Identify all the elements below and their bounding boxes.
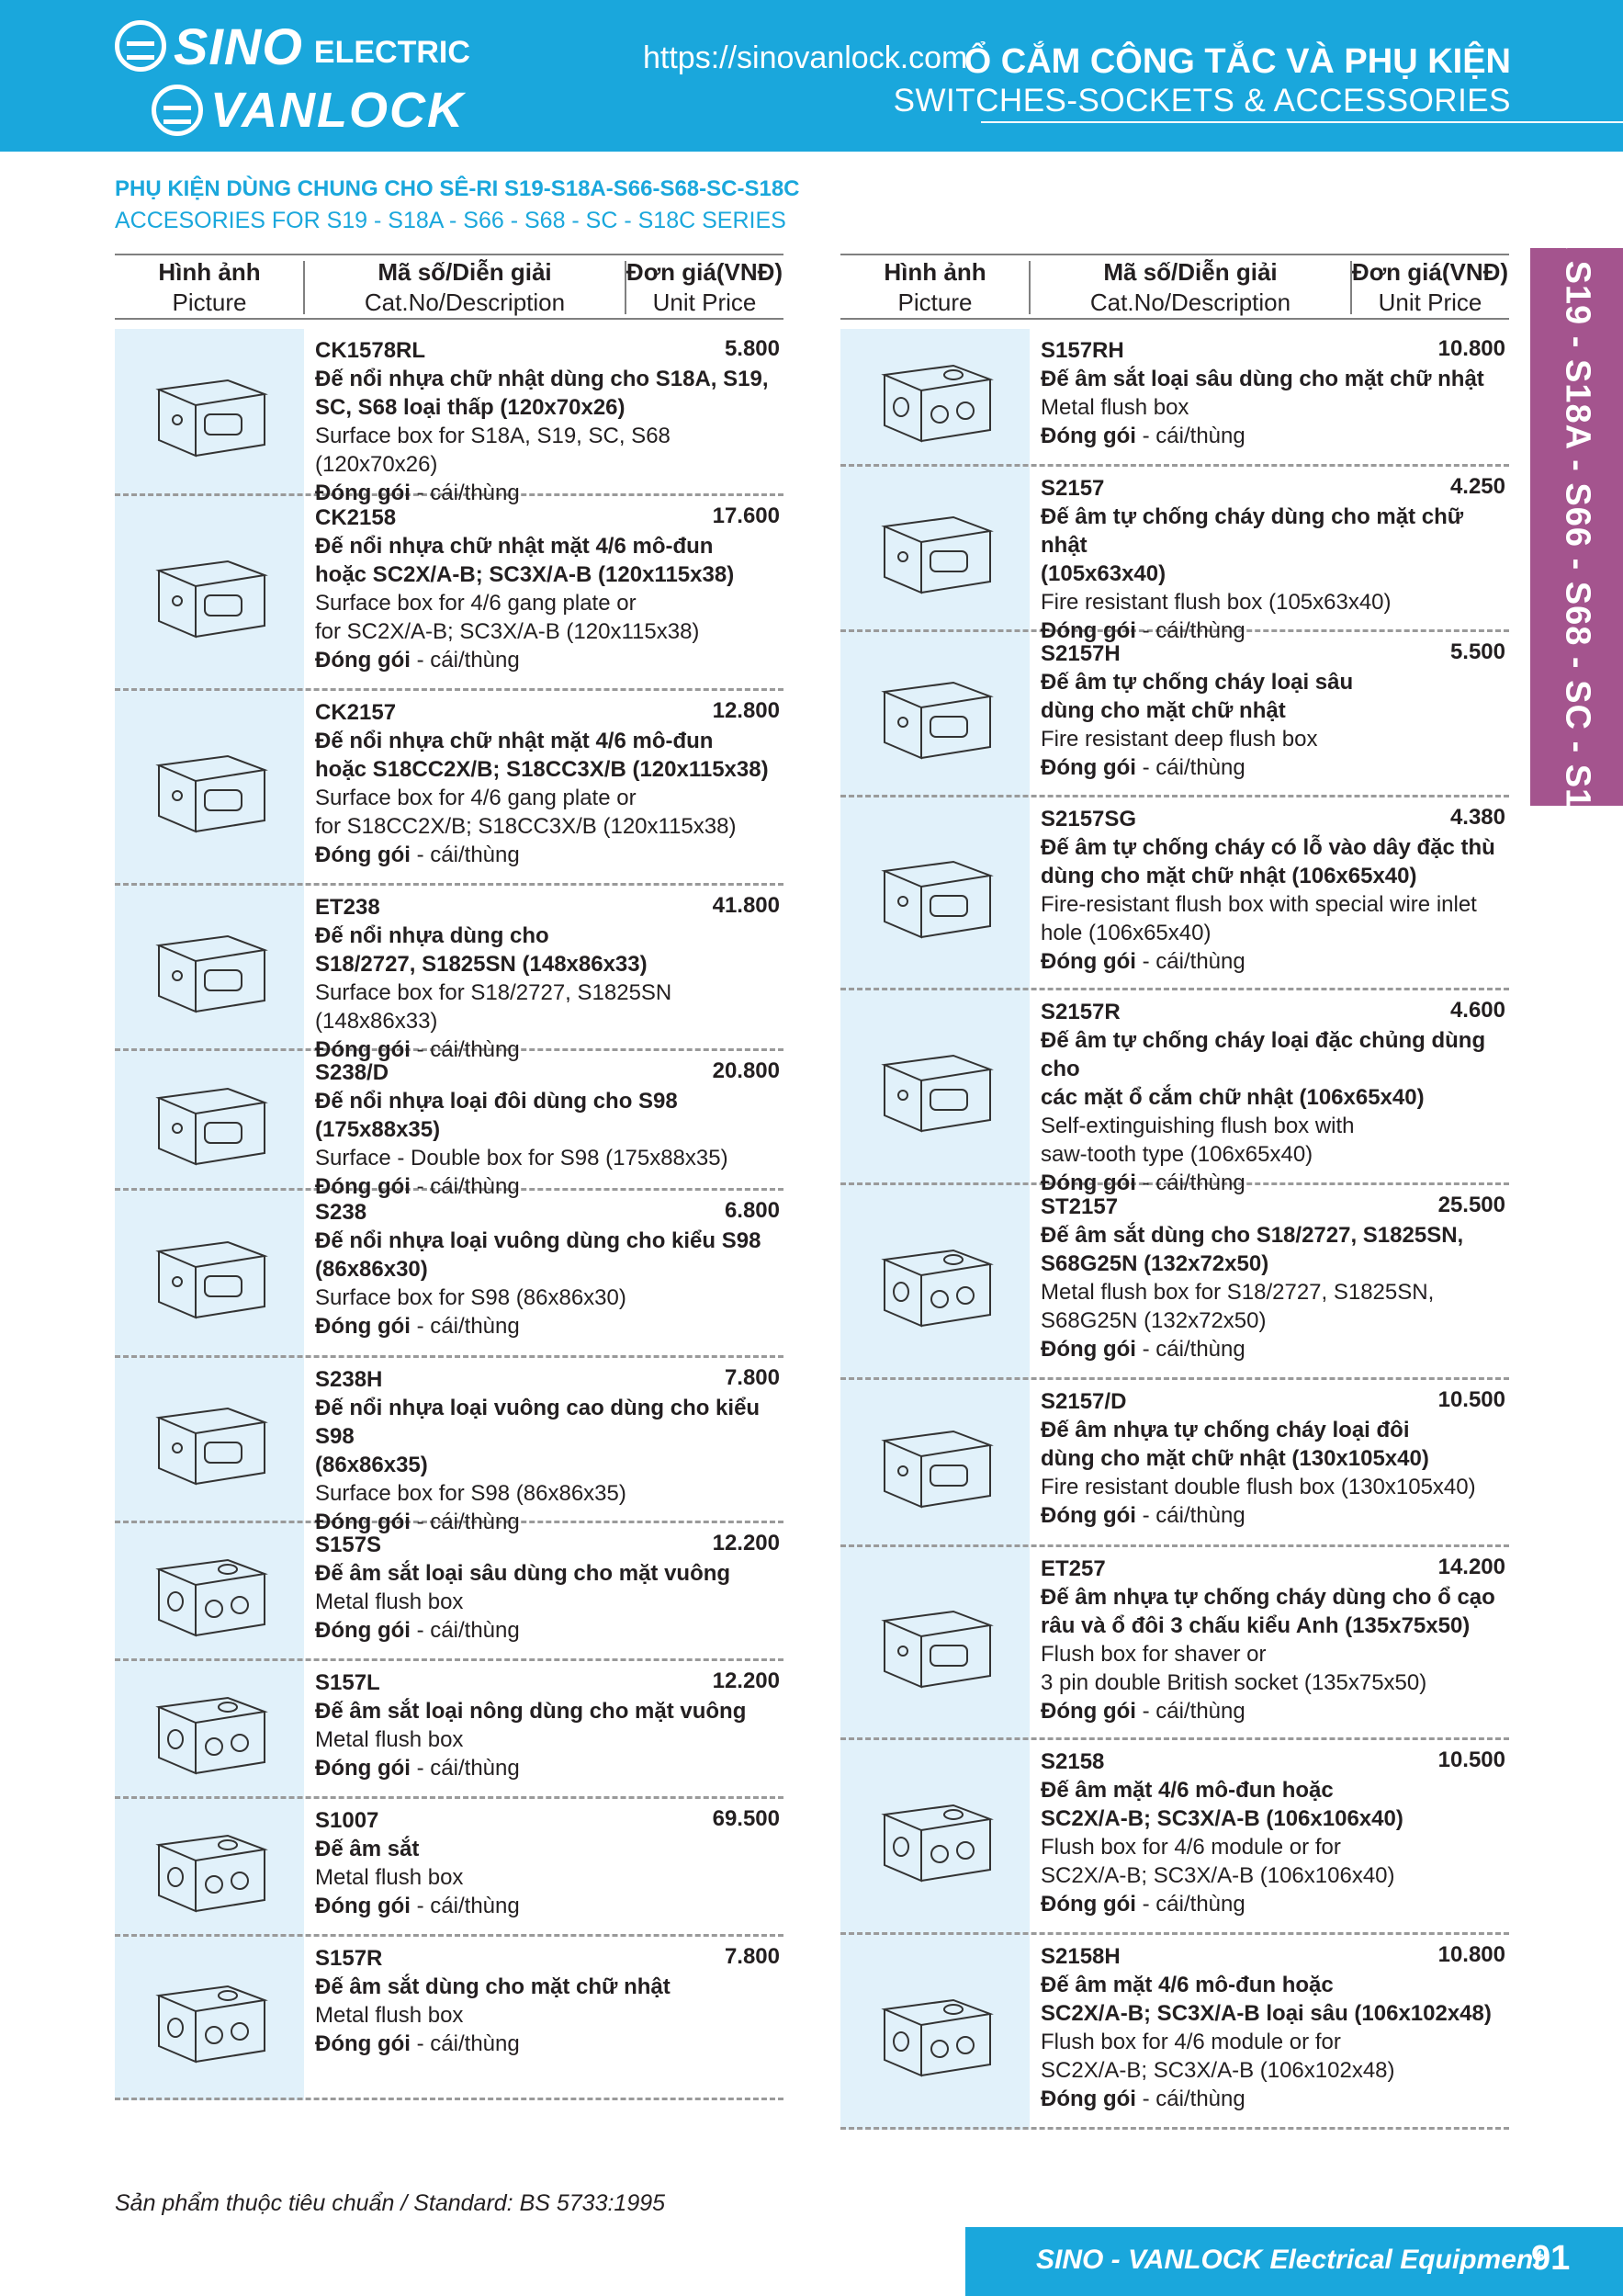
packaging-label: Đóng gói bbox=[315, 648, 411, 673]
standard-note: Sản phẩm thuộc tiêu chuẩn / Standard: BS 5733:1995 bbox=[115, 2190, 666, 2216]
column-header-description bbox=[1030, 255, 1351, 318]
product-code: S2157H bbox=[1041, 641, 1121, 666]
page-header bbox=[0, 0, 1623, 152]
description-en: for SC2X/A-B; SC3X/A-B (120x115x38) bbox=[315, 619, 700, 644]
description-en: hole (106x65x40) bbox=[1041, 921, 1212, 945]
packaging-label: Đóng gói bbox=[315, 1314, 411, 1339]
packaging-note bbox=[1041, 1697, 1495, 1725]
description-en: Metal flush box bbox=[315, 1589, 464, 1614]
packaging-label: Đóng gói bbox=[315, 1037, 411, 1062]
packaging-note bbox=[315, 1616, 730, 1645]
description-en: Surface box for 4/6 gang plate or bbox=[315, 591, 637, 616]
packaging-value: - cái/thùng bbox=[1135, 1171, 1245, 1195]
description-vn: các mặt ổ cắm chữ nhật (106x65x40) bbox=[1041, 1085, 1425, 1110]
packaging-value: - cái/thùng bbox=[410, 1174, 520, 1199]
description-en: Flush box for shaver or bbox=[1041, 1642, 1267, 1667]
packaging-note bbox=[1041, 753, 1353, 782]
description-vn: Đế âm sắt bbox=[315, 1837, 420, 1861]
packaging-label: Đóng gói bbox=[315, 1618, 411, 1643]
packaging-label: Đóng gói bbox=[1041, 2087, 1136, 2111]
product-code: S2158 bbox=[1041, 1749, 1105, 1774]
section-title-en: ACCESORIES FOR S19 - S18A - S66 - S68 - SC - S18C SERIES bbox=[115, 208, 786, 233]
column-header-vn: Hình ảnh bbox=[884, 258, 986, 286]
product-code: S157S bbox=[315, 1533, 382, 1557]
unit-price: 14.200 bbox=[1437, 1555, 1505, 1579]
packaging-label: Đóng gói bbox=[1041, 1171, 1136, 1195]
description-vn: Đế âm nhựa tự chống cháy loại đôi bbox=[1041, 1418, 1410, 1442]
packaging-label: Đóng gói bbox=[315, 1510, 411, 1534]
product-row bbox=[840, 467, 1509, 643]
packaging-label: Đóng gói bbox=[315, 843, 411, 867]
column-header-vn: Hình ảnh bbox=[158, 258, 261, 286]
product-details bbox=[1041, 474, 1509, 645]
product-row bbox=[115, 691, 783, 886]
product-image bbox=[840, 632, 1030, 797]
description-vn: Đế âm sắt loại nông dùng cho mặt vuông bbox=[315, 1699, 747, 1724]
packaging-value: - cái/thùng bbox=[410, 481, 520, 505]
product-row bbox=[840, 797, 1509, 990]
packaging-label: Đóng gói bbox=[1041, 949, 1136, 974]
description-en: Fire resistant flush box (105x63x40) bbox=[1041, 590, 1392, 615]
packaging-note bbox=[315, 1312, 761, 1340]
product-code: S238/D bbox=[315, 1060, 389, 1085]
description-en: Fire resistant deep flush box bbox=[1041, 727, 1318, 752]
product-row bbox=[840, 1740, 1509, 1935]
product-image bbox=[115, 1191, 304, 1358]
product-code: S157L bbox=[315, 1670, 380, 1695]
description-en: Metal flush box bbox=[315, 1727, 464, 1752]
series-side-tab bbox=[1530, 198, 1623, 855]
packaging-value: - cái/thùng bbox=[410, 843, 520, 867]
product-image bbox=[840, 1185, 1030, 1380]
product-code: S238 bbox=[315, 1200, 367, 1225]
unit-price: 17.600 bbox=[712, 503, 780, 528]
description-en: Surface box for 4/6 gang plate or bbox=[315, 786, 637, 810]
packaging-note bbox=[315, 2030, 671, 2058]
description-en: SC2X/A-B; SC3X/A-B (106x106x40) bbox=[1041, 1863, 1395, 1888]
description-vn: SC2X/A-B; SC3X/A-B (106x106x40) bbox=[1041, 1806, 1403, 1831]
product-row bbox=[115, 496, 783, 691]
packaging-value: - cái/thùng bbox=[1135, 2087, 1245, 2111]
footer-brand: SINO - VANLOCK Electrical Equipment bbox=[1036, 2245, 1543, 2275]
product-code: CK1578RL bbox=[315, 338, 426, 363]
column-header-en: Unit Price bbox=[652, 288, 757, 316]
packaging-note bbox=[315, 1892, 520, 1920]
unit-price: 69.500 bbox=[712, 1806, 780, 1831]
unit-price: 5.500 bbox=[1449, 639, 1505, 664]
unit-price: 7.800 bbox=[724, 1365, 780, 1390]
description-vn: Đế âm tự chống cháy dùng cho mặt chữ nhật bbox=[1041, 504, 1464, 558]
packaging-note bbox=[315, 646, 734, 674]
product-image bbox=[840, 467, 1030, 632]
unit-price: 41.800 bbox=[712, 893, 780, 918]
product-row bbox=[115, 1661, 783, 1799]
description-en: Surface - Double box for S98 (175x88x35) bbox=[315, 1146, 728, 1171]
packaging-value: - cái/thùng bbox=[410, 1894, 520, 1918]
description-vn: Đế âm sắt dùng cho S18/2727, S1825SN, bbox=[1041, 1223, 1464, 1248]
description-vn: (86x86x30) bbox=[315, 1257, 428, 1282]
product-code: S2158H bbox=[1041, 1944, 1121, 1969]
product-code: S157R bbox=[315, 1946, 383, 1971]
column-header-unit-price bbox=[1351, 255, 1509, 318]
unit-price: 10.500 bbox=[1437, 1387, 1505, 1412]
packaging-note bbox=[1041, 422, 1484, 450]
description-vn: Đế âm tự chống cháy có lỗ vào dây đặc thù bbox=[1041, 835, 1495, 860]
packaging-label: Đóng gói bbox=[1041, 1699, 1136, 1724]
product-row bbox=[115, 1937, 783, 2100]
column-separator bbox=[1029, 261, 1031, 314]
packaging-value: - cái/thùng bbox=[1135, 949, 1245, 974]
series-side-label: PK S19 - S18A - S66 - S68 - SC - S18C bbox=[1558, 198, 1596, 855]
unit-price: 12.200 bbox=[712, 1531, 780, 1555]
product-row bbox=[840, 1935, 1509, 2130]
column-header-vn: Đơn giá(VNĐ) bbox=[1351, 258, 1509, 286]
product-image bbox=[115, 886, 304, 1051]
product-code: ST2157 bbox=[1041, 1194, 1119, 1219]
description-vn: Đế nổi nhựa loại vuông cao dùng cho kiểu S98 bbox=[315, 1396, 761, 1449]
description-vn: Đế nổi nhựa chữ nhật mặt 4/6 mô-đun bbox=[315, 729, 714, 753]
unit-price: 7.800 bbox=[724, 1944, 780, 1969]
unit-price: 10.800 bbox=[1437, 336, 1505, 361]
product-image bbox=[115, 1523, 304, 1661]
packaging-value: - cái/thùng bbox=[1135, 1892, 1245, 1917]
product-image bbox=[115, 329, 304, 496]
description-vn: Đế nổi nhựa dùng cho bbox=[315, 923, 549, 948]
column-separator bbox=[303, 261, 305, 314]
brand-sino: SINO bbox=[174, 17, 303, 75]
unit-price: 25.500 bbox=[1437, 1193, 1505, 1217]
product-row bbox=[115, 1523, 783, 1661]
product-row bbox=[115, 1799, 783, 1937]
description-vn: Đế nổi nhựa chữ nhật dùng cho S18A, S19, bbox=[315, 367, 769, 391]
description-vn: Đế âm sắt loại sâu dùng cho mặt chữ nhật bbox=[1041, 367, 1484, 391]
product-code: S2157R bbox=[1041, 1000, 1121, 1024]
header-title-vn: Ổ CẮM CÔNG TẮC VÀ PHỤ KIỆN bbox=[964, 42, 1511, 81]
column-header-vn: Đơn giá(VNĐ) bbox=[626, 258, 783, 286]
header-divider bbox=[981, 121, 1623, 123]
globe-logo-icon bbox=[115, 20, 166, 72]
description-en: Metal flush box bbox=[1041, 395, 1189, 420]
product-code: ET257 bbox=[1041, 1556, 1106, 1581]
description-en: S68G25N (132x72x50) bbox=[1041, 1308, 1267, 1333]
description-vn: râu và ổ đôi 3 chấu kiểu Anh (135x75x50) bbox=[1041, 1613, 1471, 1638]
description-en: Surface box for S18/2727, S1825SN (148x86x33) bbox=[315, 980, 672, 1034]
product-image bbox=[840, 1547, 1030, 1740]
product-row bbox=[840, 990, 1509, 1195]
product-row bbox=[115, 1051, 783, 1199]
product-row bbox=[115, 886, 783, 1062]
product-details bbox=[1041, 1942, 1492, 2113]
product-code: S2157SG bbox=[1041, 807, 1137, 831]
table-header bbox=[115, 254, 783, 320]
packaging-value: - cái/thùng bbox=[410, 2031, 520, 2056]
packaging-note bbox=[1041, 1890, 1403, 1918]
packaging-value: - cái/thùng bbox=[1135, 424, 1245, 448]
description-vn: dùng cho mặt chữ nhật bbox=[1041, 698, 1286, 723]
packaging-value: - cái/thùng bbox=[410, 1037, 520, 1062]
packaging-value: - cái/thùng bbox=[410, 1756, 520, 1781]
column-separator bbox=[625, 261, 626, 314]
column-header-en: Cat.No/Description bbox=[364, 288, 566, 316]
packaging-label: Đóng gói bbox=[1041, 1892, 1136, 1917]
packaging-value: - cái/thùng bbox=[1135, 618, 1245, 643]
product-image bbox=[115, 691, 304, 886]
product-image bbox=[115, 1661, 304, 1799]
product-details bbox=[1041, 639, 1353, 782]
packaging-note bbox=[1041, 2085, 1492, 2113]
packaging-label: Đóng gói bbox=[315, 1894, 411, 1918]
description-vn: Đế âm sắt dùng cho mặt chữ nhật bbox=[315, 1974, 671, 1999]
column-header-picture bbox=[115, 255, 304, 318]
product-row bbox=[840, 1380, 1509, 1547]
page-number: 91 bbox=[1531, 2239, 1571, 2278]
unit-price: 10.800 bbox=[1437, 1942, 1505, 1967]
description-en: Self-extinguishing flush box with bbox=[1041, 1114, 1355, 1138]
product-details bbox=[315, 1806, 520, 1920]
description-vn: (105x63x40) bbox=[1041, 561, 1167, 586]
product-image bbox=[840, 990, 1030, 1185]
product-image bbox=[115, 1937, 304, 2100]
packaging-note bbox=[1041, 1501, 1476, 1530]
description-vn: S68G25N (132x72x50) bbox=[1041, 1251, 1269, 1276]
product-code: S238H bbox=[315, 1367, 383, 1392]
description-en: Flush box for 4/6 module or for bbox=[1041, 1835, 1341, 1860]
description-vn: Đế âm tự chống cháy loại đặc chủng dùng cho bbox=[1041, 1028, 1486, 1081]
description-en: Metal flush box for S18/2727, S1825SN, bbox=[1041, 1280, 1435, 1305]
product-code: S2157 bbox=[1041, 476, 1105, 501]
product-image bbox=[840, 1380, 1030, 1547]
unit-price: 4.250 bbox=[1449, 474, 1505, 499]
column-header-en: Cat.No/Description bbox=[1089, 288, 1291, 316]
description-en: SC2X/A-B; SC3X/A-B (106x102x48) bbox=[1041, 2058, 1395, 2083]
packaging-label: Đóng gói bbox=[315, 1174, 411, 1199]
packaging-note bbox=[1041, 947, 1495, 976]
product-row bbox=[840, 1185, 1509, 1380]
packaging-label: Đóng gói bbox=[1041, 1503, 1136, 1528]
unit-price: 12.800 bbox=[712, 698, 780, 723]
column-separator bbox=[1350, 261, 1352, 314]
product-code: S1007 bbox=[315, 1808, 379, 1833]
product-details bbox=[1041, 1747, 1403, 1918]
description-vn: dùng cho mặt chữ nhật (130x105x40) bbox=[1041, 1446, 1429, 1471]
packaging-value: - cái/thùng bbox=[410, 1314, 520, 1339]
description-en: Flush box for 4/6 module or for bbox=[1041, 2030, 1341, 2054]
packaging-label: Đóng gói bbox=[1041, 424, 1136, 448]
product-code: S2157/D bbox=[1041, 1389, 1127, 1414]
column-header-description bbox=[304, 255, 626, 318]
product-row bbox=[840, 632, 1509, 797]
product-details bbox=[1041, 336, 1484, 450]
product-details bbox=[1041, 1555, 1495, 1725]
description-vn: Đế nổi nhựa loại đôi dùng cho S98 (175x88x35) bbox=[315, 1089, 678, 1142]
packaging-value: - cái/thùng bbox=[1135, 1337, 1245, 1362]
product-details bbox=[315, 1198, 761, 1340]
unit-price: 4.380 bbox=[1449, 805, 1505, 830]
description-vn: Đế âm tự chống cháy loại sâu bbox=[1041, 670, 1354, 695]
packaging-label: Đóng gói bbox=[1041, 1337, 1136, 1362]
product-image bbox=[840, 1935, 1030, 2130]
brand-vanlock: VANLOCK bbox=[210, 83, 465, 138]
description-en: Metal flush box bbox=[315, 1865, 464, 1890]
unit-price: 12.200 bbox=[712, 1668, 780, 1693]
description-en: 3 pin double British socket (135x75x50) bbox=[1041, 1670, 1427, 1695]
brand-electric: ELECTRIC bbox=[313, 34, 470, 70]
globe-logo-icon bbox=[152, 85, 203, 136]
description-en: Fire resistant double flush box (130x105x40) bbox=[1041, 1475, 1476, 1499]
description-vn: Đế âm sắt loại sâu dùng cho mặt vuông bbox=[315, 1561, 731, 1586]
column-header-en: Unit Price bbox=[1378, 288, 1482, 316]
packaging-value: - cái/thùng bbox=[1135, 1503, 1245, 1528]
unit-price: 20.800 bbox=[712, 1058, 780, 1083]
product-details bbox=[315, 1531, 730, 1645]
unit-price: 10.500 bbox=[1437, 1747, 1505, 1772]
column-header-picture bbox=[840, 255, 1030, 318]
description-vn: Đế âm mặt 4/6 mô-đun hoặc bbox=[1041, 1973, 1334, 1997]
description-en: saw-tooth type (106x65x40) bbox=[1041, 1142, 1313, 1167]
description-en: for S18CC2X/B; S18CC3X/B (120x115x38) bbox=[315, 814, 737, 839]
packaging-value: - cái/thùng bbox=[410, 1510, 520, 1534]
packaging-label: Đóng gói bbox=[1041, 618, 1136, 643]
column-header-unit-price bbox=[626, 255, 783, 318]
product-image bbox=[840, 797, 1030, 990]
description-vn: Đế nổi nhựa loại vuông dùng cho kiểu S98 bbox=[315, 1228, 761, 1253]
description-en: Fire-resistant flush box with special wire inlet bbox=[1041, 892, 1477, 917]
product-details bbox=[1041, 1193, 1463, 1363]
product-details bbox=[315, 503, 734, 674]
product-row bbox=[840, 1547, 1509, 1740]
description-vn: S18/2727, S1825SN (148x86x33) bbox=[315, 952, 648, 977]
product-code: ET238 bbox=[315, 895, 380, 920]
description-vn: Đế âm mặt 4/6 mô-đun hoặc bbox=[1041, 1778, 1334, 1803]
website-url[interactable]: https://sinovanlock.com bbox=[643, 40, 968, 75]
product-details bbox=[315, 1365, 783, 1536]
product-details bbox=[1041, 805, 1495, 976]
product-details bbox=[315, 1944, 671, 2058]
product-code: CK2157 bbox=[315, 700, 397, 725]
packaging-note bbox=[1041, 1335, 1463, 1363]
product-image bbox=[115, 1799, 304, 1937]
left-product-table bbox=[115, 254, 783, 2091]
product-details bbox=[1041, 1387, 1476, 1530]
description-en: Surface box for S98 (86x86x30) bbox=[315, 1285, 626, 1310]
packaging-label: Đóng gói bbox=[315, 2031, 411, 2056]
product-details bbox=[315, 698, 769, 869]
packaging-note bbox=[315, 1754, 746, 1782]
packaging-label: Đóng gói bbox=[1041, 755, 1136, 780]
column-header-en: Picture bbox=[897, 288, 973, 316]
description-en: Surface box for S98 (86x86x35) bbox=[315, 1481, 626, 1506]
description-vn: SC, S68 loại thấp (120x70x26) bbox=[315, 395, 626, 420]
product-image bbox=[840, 1740, 1030, 1935]
product-row bbox=[840, 329, 1509, 467]
product-details bbox=[315, 1668, 746, 1782]
product-row bbox=[115, 1191, 783, 1358]
unit-price: 4.600 bbox=[1449, 998, 1505, 1023]
product-row bbox=[115, 329, 783, 505]
product-image bbox=[840, 329, 1030, 467]
description-vn: hoặc S18CC2X/B; S18CC3X/B (120x115x38) bbox=[315, 757, 769, 782]
packaging-value: - cái/thùng bbox=[410, 1618, 520, 1643]
column-header-vn: Mã số/Diễn giải bbox=[1103, 258, 1278, 286]
product-image bbox=[115, 496, 304, 691]
product-image bbox=[115, 1051, 304, 1191]
product-code: CK2158 bbox=[315, 505, 397, 530]
description-vn: Đế nổi nhựa chữ nhật mặt 4/6 mô-đun bbox=[315, 534, 714, 559]
description-vn: Đế âm nhựa tự chống cháy dùng cho ổ cạo bbox=[1041, 1585, 1495, 1610]
table-header bbox=[840, 254, 1509, 320]
header-title-en: SWITCHES-SOCKETS & ACCESSORIES bbox=[893, 83, 1511, 119]
unit-price: 6.800 bbox=[724, 1198, 780, 1223]
packaging-value: - cái/thùng bbox=[1135, 1699, 1245, 1724]
packaging-value: - cái/thùng bbox=[410, 648, 520, 673]
packaging-note bbox=[315, 841, 769, 869]
description-vn: SC2X/A-B; SC3X/A-B loại sâu (106x102x48) bbox=[1041, 2001, 1492, 2026]
description-en: Metal flush box bbox=[315, 2003, 464, 2028]
description-vn: (86x86x35) bbox=[315, 1453, 428, 1477]
product-code: S157RH bbox=[1041, 338, 1124, 363]
right-product-table bbox=[840, 254, 1509, 2137]
product-details bbox=[315, 336, 783, 507]
product-details bbox=[1041, 998, 1509, 1197]
product-row bbox=[115, 1358, 783, 1534]
product-image bbox=[115, 1358, 304, 1523]
description-vn: hoặc SC2X/A-B; SC3X/A-B (120x115x38) bbox=[315, 562, 735, 587]
description-vn: dùng cho mặt chữ nhật (106x65x40) bbox=[1041, 864, 1417, 888]
packaging-value: - cái/thùng bbox=[1135, 755, 1245, 780]
section-title-vn: PHỤ KIỆN DÙNG CHUNG CHO SÊ-RI S19-S18A-S66-S68-SC-S18C bbox=[115, 176, 800, 201]
description-en: Surface box for S18A, S19, SC, S68 (120x70x26) bbox=[315, 424, 671, 477]
packaging-label: Đóng gói bbox=[315, 1756, 411, 1781]
packaging-label: Đóng gói bbox=[315, 481, 411, 505]
brand-logo bbox=[115, 17, 470, 138]
unit-price: 5.800 bbox=[724, 336, 780, 361]
column-header-vn: Mã số/Diễn giải bbox=[378, 258, 552, 286]
column-header-en: Picture bbox=[172, 288, 247, 316]
